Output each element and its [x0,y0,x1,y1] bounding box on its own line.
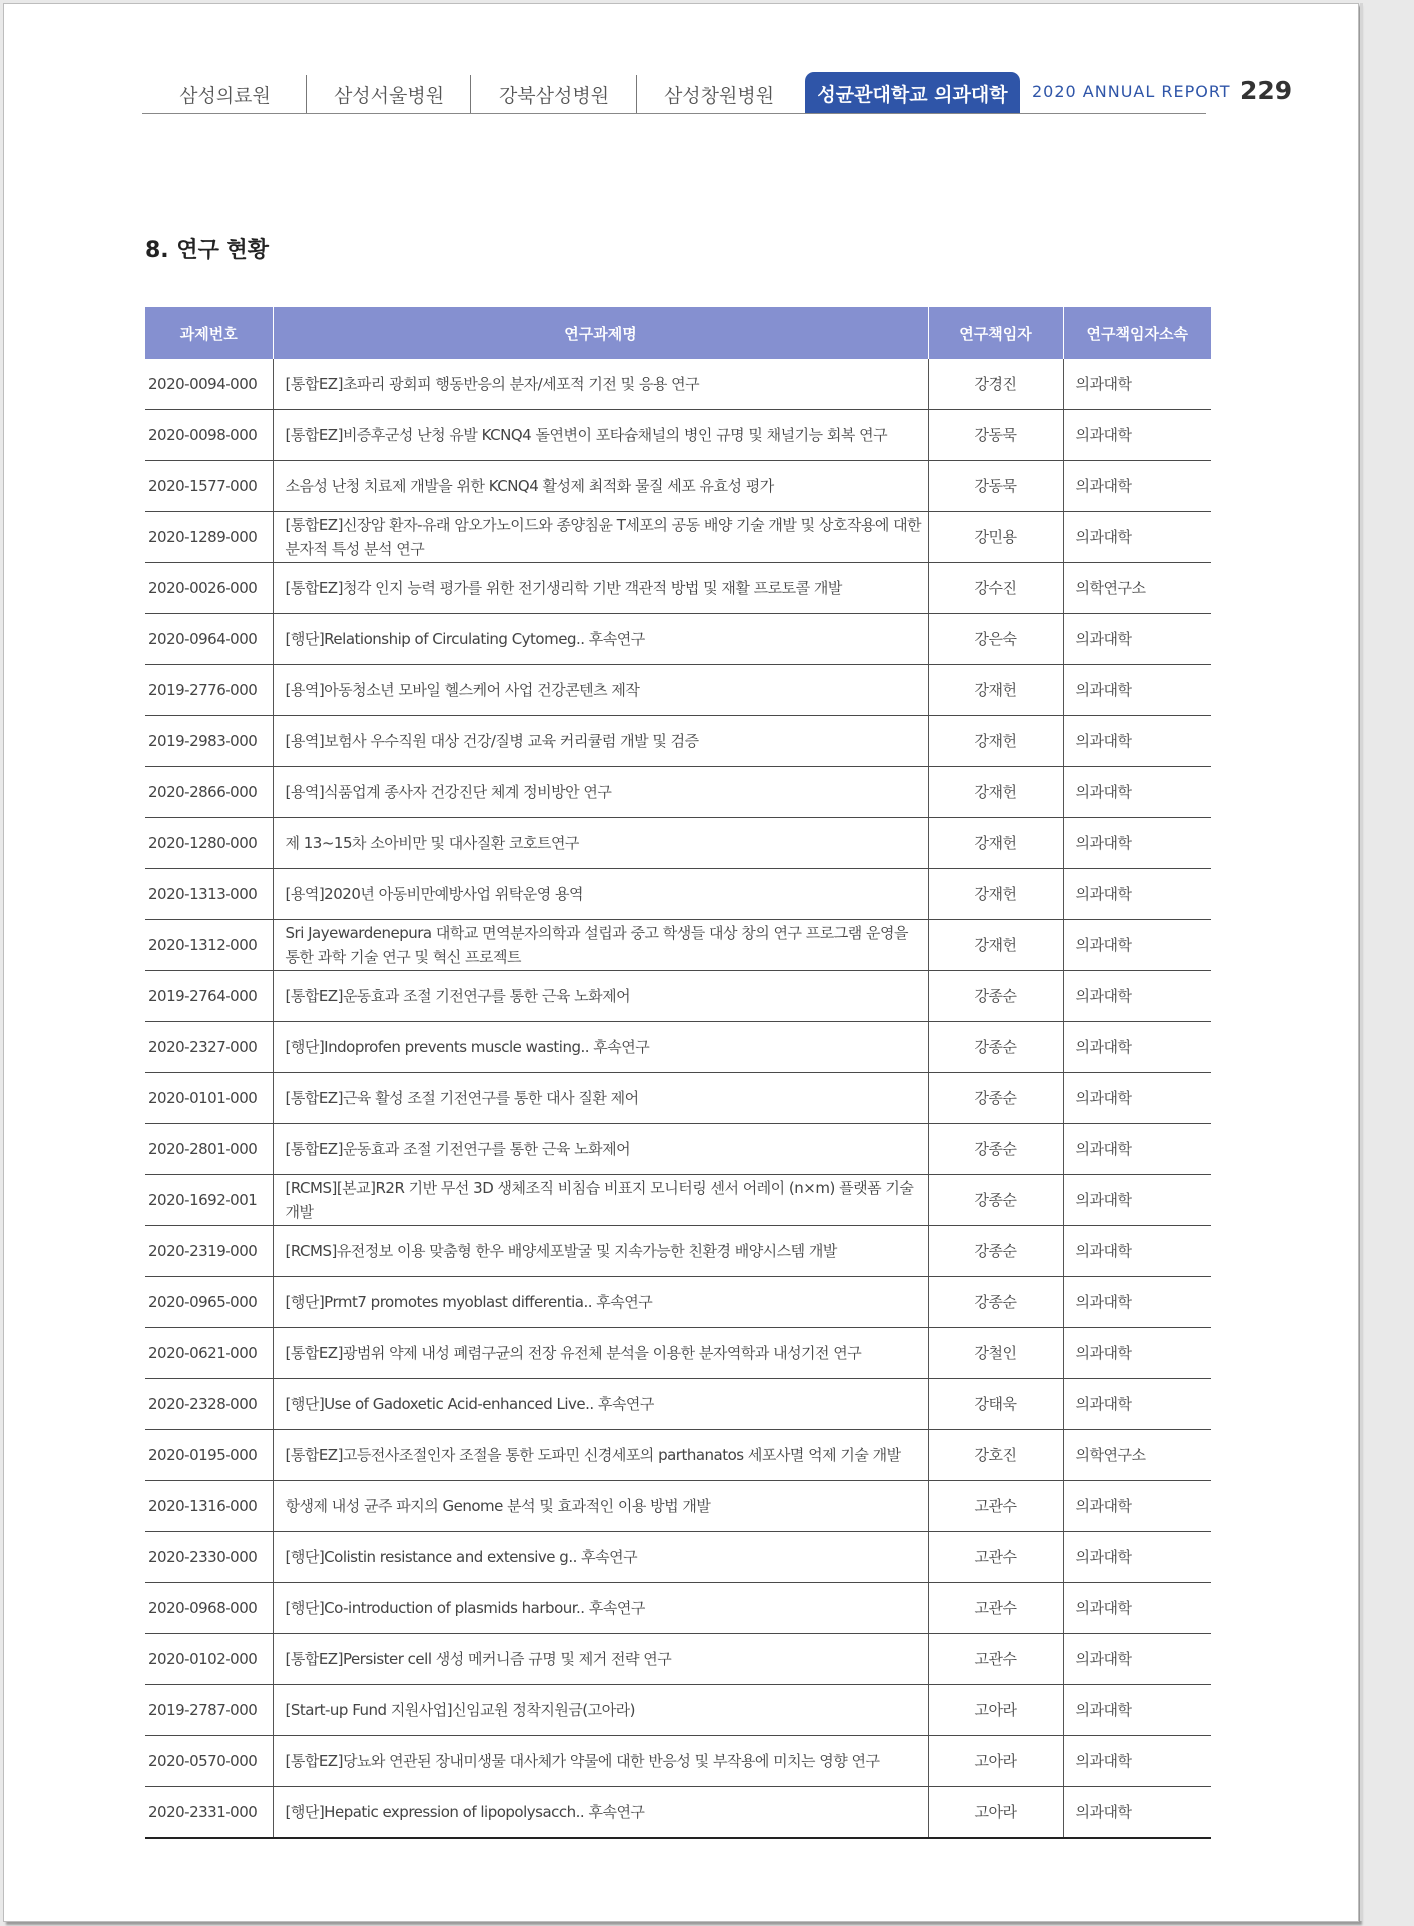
table-row [145,563,1211,614]
affiliation-cell: 의과대학 [1063,1175,1211,1226]
project-title-cell: [행단]Indoprofen prevents muscle wasting.. 후속연구 [273,1022,928,1073]
principal-investigator-cell: 강경진 [928,359,1063,410]
project-number-cell: 2019-2983-000 [145,716,273,767]
project-number-cell: 2020-0195-000 [145,1430,273,1481]
project-number-cell: 2020-0094-000 [145,359,273,410]
project-number-cell: 2020-2331-000 [145,1787,273,1839]
project-title-cell: [행단]Hepatic expression of lipopolysacch.. 후속연구 [273,1787,928,1839]
affiliation-cell: 의과대학 [1063,869,1211,920]
project-title-cell: [통합EZ]초파리 광회피 행동반응의 분자/세포적 기전 및 응용 연구 [273,359,928,410]
table-row [145,1481,1211,1532]
project-title-cell: [RCMS][본교]R2R 기반 무선 3D 생체조직 비침습 비표지 모니터링 센서 어레이 (n×m) 플랫폼 기술개발 [273,1175,928,1226]
affiliation-cell: 의과대학 [1063,1277,1211,1328]
affiliation-cell: 의과대학 [1063,665,1211,716]
nav-tab-skku-medicine[interactable]: 성균관대학교 의과대학 [805,72,1020,114]
table-row [145,716,1211,767]
column-header-principal-investigator: 연구책임자 [928,307,1063,359]
project-number-cell: 2019-2776-000 [145,665,273,716]
project-number-cell: 2020-0621-000 [145,1328,273,1379]
affiliation-cell: 의과대학 [1063,512,1211,563]
affiliation-cell: 의과대학 [1063,1481,1211,1532]
affiliation-cell: 의과대학 [1063,767,1211,818]
research-status-table [145,307,1211,1839]
project-number-cell: 2020-0026-000 [145,563,273,614]
principal-investigator-cell: 강재헌 [928,818,1063,869]
affiliation-cell: 의학연구소 [1063,1430,1211,1481]
principal-investigator-cell: 강종순 [928,1175,1063,1226]
table-row [145,869,1211,920]
project-number-cell: 2020-2866-000 [145,767,273,818]
table-row [145,614,1211,665]
page-number: 229 [1240,76,1293,105]
project-number-cell: 2020-1316-000 [145,1481,273,1532]
table-row [145,1277,1211,1328]
project-number-cell: 2019-2787-000 [145,1685,273,1736]
table-header-row [145,307,1211,359]
project-title-cell: 제 13~15차 소아비만 및 대사질환 코호트연구 [273,818,928,869]
table-row [145,1328,1211,1379]
project-number-cell: 2020-2801-000 [145,1124,273,1175]
table-row [145,665,1211,716]
table-row [145,1379,1211,1430]
affiliation-cell: 의과대학 [1063,971,1211,1022]
principal-investigator-cell: 강태욱 [928,1379,1063,1430]
project-number-cell: 2020-0570-000 [145,1736,273,1787]
column-header-project-number: 과제번호 [145,307,273,359]
affiliation-cell: 의과대학 [1063,1736,1211,1787]
affiliation-cell: 의과대학 [1063,1787,1211,1839]
principal-investigator-cell: 고관수 [928,1634,1063,1685]
project-number-cell: 2020-0098-000 [145,410,273,461]
principal-investigator-cell: 고아라 [928,1685,1063,1736]
principal-investigator-cell: 강재헌 [928,920,1063,971]
project-number-cell: 2020-1692-001 [145,1175,273,1226]
table-row [145,1532,1211,1583]
project-title-cell: [행단]Co-introduction of plasmids harbour.. 후속연구 [273,1583,928,1634]
table-row [145,1430,1211,1481]
project-number-cell: 2020-1312-000 [145,920,273,971]
project-number-cell: 2020-1577-000 [145,461,273,512]
principal-investigator-cell: 강종순 [928,971,1063,1022]
principal-investigator-cell: 강동묵 [928,461,1063,512]
project-title-cell: [용역]2020년 아동비만예방사업 위탁운영 용역 [273,869,928,920]
principal-investigator-cell: 강재헌 [928,665,1063,716]
principal-investigator-cell: 고관수 [928,1583,1063,1634]
table-row [145,1022,1211,1073]
project-number-cell: 2020-2330-000 [145,1532,273,1583]
affiliation-cell: 의과대학 [1063,1328,1211,1379]
affiliation-cell: 의과대학 [1063,1022,1211,1073]
affiliation-cell: 의과대학 [1063,410,1211,461]
principal-investigator-cell: 고관수 [928,1532,1063,1583]
table-row [145,1226,1211,1277]
affiliation-cell: 의과대학 [1063,1124,1211,1175]
table-row [145,1736,1211,1787]
project-title-cell: [통합EZ]운동효과 조절 기전연구를 통한 근육 노화제어 [273,971,928,1022]
project-title-cell: [통합EZ]광범위 약제 내성 폐렴구균의 전장 유전체 분석을 이용한 분자역학과 내성기전 연구 [273,1328,928,1379]
project-number-cell: 2020-0965-000 [145,1277,273,1328]
project-number-cell: 2019-2764-000 [145,971,273,1022]
project-title-cell: [통합EZ]운동효과 조절 기전연구를 통한 근육 노화제어 [273,1124,928,1175]
principal-investigator-cell: 강수진 [928,563,1063,614]
table-row [145,1175,1211,1226]
project-number-cell: 2020-0101-000 [145,1073,273,1124]
project-title-cell: [행단]Colistin resistance and extensive g.. 후속연구 [273,1532,928,1583]
column-header-project-title: 연구과제명 [273,307,928,359]
project-title-cell: [Start-up Fund 지원사업]신임교원 정착지원금(고아라) [273,1685,928,1736]
principal-investigator-cell: 강재헌 [928,716,1063,767]
column-header-affiliation: 연구책임자소속 [1063,307,1211,359]
project-title-cell: Sri Jayewardenepura 대학교 면역분자의학과 설립과 중고 학생들 대상 창의 연구 프로그램 운영을 통한 과학 기술 연구 및 혁신 프로젝트 [273,920,928,971]
table-row [145,1685,1211,1736]
project-title-cell: 항생제 내성 균주 파지의 Genome 분석 및 효과적인 이용 방법 개발 [273,1481,928,1532]
affiliation-cell: 의과대학 [1063,359,1211,410]
table-body [145,359,1211,1838]
project-title-cell: [용역]아동청소년 모바일 헬스케어 사업 건강콘텐츠 제작 [273,665,928,716]
affiliation-cell: 의과대학 [1063,1583,1211,1634]
table-row [145,1124,1211,1175]
header-rule [142,113,1206,114]
principal-investigator-cell: 고아라 [928,1787,1063,1839]
table-row [145,1787,1211,1839]
nav-tab-kangbuk-samsung-hospital[interactable]: 강북삼성병원 [498,84,610,107]
affiliation-cell: 의과대학 [1063,1073,1211,1124]
table-row [145,971,1211,1022]
project-title-cell: [통합EZ]당뇨와 연관된 장내미생물 대사체가 약물에 대한 반응성 및 부작용에 미치는 영향 연구 [273,1736,928,1787]
project-title-cell: [용역]식품업계 종사자 건강진단 체계 정비방안 연구 [273,767,928,818]
project-title-cell: [통합EZ]신장암 환자-유래 암오가노이드와 종양침윤 T세포의 공동 배양 기술 개발 및 상호작용에 대한 분자적 특성 분석 연구 [273,512,928,563]
project-title-cell: [통합EZ]근육 활성 조절 기전연구를 통한 대사 질환 제어 [273,1073,928,1124]
project-title-cell: [행단]Relationship of Circulating Cytomeg.. 후속연구 [273,614,928,665]
table-row [145,818,1211,869]
table-row [145,1634,1211,1685]
project-number-cell: 2020-0102-000 [145,1634,273,1685]
section-title: 8. 연구 현황 [145,238,269,263]
affiliation-cell: 의과대학 [1063,614,1211,665]
principal-investigator-cell: 강은숙 [928,614,1063,665]
table-row [145,461,1211,512]
nav-tab-samsung-seoul-hospital[interactable]: 삼성서울병원 [333,84,445,107]
page-edge-shadow [1360,3,1363,1921]
affiliation-cell: 의과대학 [1063,1685,1211,1736]
affiliation-cell: 의과대학 [1063,920,1211,971]
project-title-cell: [통합EZ]청각 인지 능력 평가를 위한 전기생리학 기반 객관적 방법 및 재활 프로토콜 개발 [273,563,928,614]
table-row [145,1583,1211,1634]
project-number-cell: 2020-0964-000 [145,614,273,665]
nav-tab-samsung-changwon-hospital[interactable]: 삼성창원병원 [663,84,775,107]
project-title-cell: [통합EZ]Persister cell 생성 메커니즘 규명 및 제거 전략 연구 [273,1634,928,1685]
affiliation-cell: 의과대학 [1063,1532,1211,1583]
project-number-cell: 2020-0968-000 [145,1583,273,1634]
principal-investigator-cell: 강동묵 [928,410,1063,461]
table-row [145,410,1211,461]
principal-investigator-cell: 강종순 [928,1277,1063,1328]
affiliation-cell: 의과대학 [1063,818,1211,869]
project-number-cell: 2020-2328-000 [145,1379,273,1430]
principal-investigator-cell: 강종순 [928,1073,1063,1124]
affiliation-cell: 의과대학 [1063,716,1211,767]
project-number-cell: 2020-1289-000 [145,512,273,563]
project-number-cell: 2020-2319-000 [145,1226,273,1277]
project-title-cell: [통합EZ]고등전사조절인자 조절을 통한 도파민 신경세포의 parthanatos 세포사멸 억제 기술 개발 [273,1430,928,1481]
affiliation-cell: 의과대학 [1063,1634,1211,1685]
principal-investigator-cell: 강호진 [928,1430,1063,1481]
project-number-cell: 2020-2327-000 [145,1022,273,1073]
principal-investigator-cell: 강재헌 [928,767,1063,818]
table-row [145,1073,1211,1124]
principal-investigator-cell: 강종순 [928,1226,1063,1277]
project-title-cell: [행단]Use of Gadoxetic Acid-enhanced Live.. 후속연구 [273,1379,928,1430]
principal-investigator-cell: 강종순 [928,1124,1063,1175]
table-row [145,512,1211,563]
project-number-cell: 2020-1313-000 [145,869,273,920]
principal-investigator-cell: 고아라 [928,1736,1063,1787]
principal-investigator-cell: 강민용 [928,512,1063,563]
affiliation-cell: 의과대학 [1063,1379,1211,1430]
table-row [145,920,1211,971]
project-title-cell: 소음성 난청 치료제 개발을 위한 KCNQ4 활성제 최적화 물질 세포 유효성 평가 [273,461,928,512]
principal-investigator-cell: 고관수 [928,1481,1063,1532]
principal-investigator-cell: 강철인 [928,1328,1063,1379]
project-title-cell: [용역]보험사 우수직원 대상 건강/질병 교육 커리큘럼 개발 및 검증 [273,716,928,767]
affiliation-cell: 의학연구소 [1063,563,1211,614]
principal-investigator-cell: 강재헌 [928,869,1063,920]
table-row [145,359,1211,410]
affiliation-cell: 의과대학 [1063,1226,1211,1277]
principal-investigator-cell: 강종순 [928,1022,1063,1073]
nav-tab-samsung-medical-center[interactable]: 삼성의료원 [179,84,271,107]
project-number-cell: 2020-1280-000 [145,818,273,869]
project-title-cell: [RCMS]유전정보 이용 맞춤형 한우 배양세포발굴 및 지속가능한 친환경 배양시스템 개발 [273,1226,928,1277]
table-row [145,767,1211,818]
affiliation-cell: 의과대학 [1063,461,1211,512]
project-title-cell: [통합EZ]비증후군성 난청 유발 KCNQ4 돌연변이 포타슘채널의 병인 규명 및 채널기능 회복 연구 [273,410,928,461]
annual-report-label: 2020 ANNUAL REPORT [1032,82,1231,101]
project-title-cell: [행단]Prmt7 promotes myoblast differentia.. 후속연구 [273,1277,928,1328]
